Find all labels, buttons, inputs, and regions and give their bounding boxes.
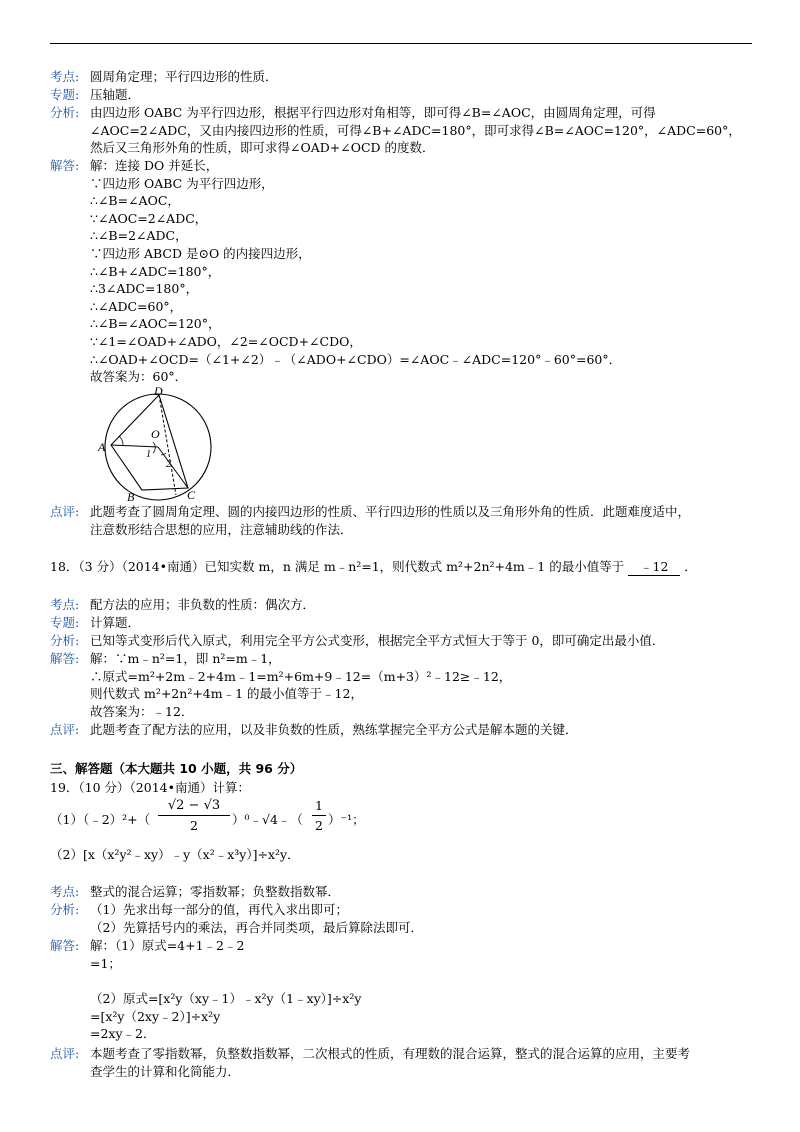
q17-fenxi-line: 由四边形 OABC 为平行四边形，根据平行四边形对角相等，即可得∠B=∠AOC，由圆周角定理，可得 bbox=[90, 105, 656, 120]
point-d-label: D bbox=[154, 385, 163, 398]
fenxi-label: 分析: bbox=[50, 633, 80, 648]
q17-kaodian: 圆周角定理；平行四边形的性质． bbox=[90, 69, 278, 84]
q19-fenxi-line: （1）先求出每一部分的值，再代入求出即可； bbox=[90, 902, 348, 917]
fenxi-label: 分析: bbox=[50, 105, 80, 120]
q18-solution bbox=[90, 650, 770, 720]
q17-solution-line: 故答案为：60°． bbox=[90, 369, 188, 385]
segment-ao bbox=[111, 445, 158, 447]
kaodian-label: 考点: bbox=[50, 69, 80, 84]
segment-oc bbox=[158, 447, 188, 488]
header-rule bbox=[50, 43, 752, 44]
q19-kaodian: 整式的混合运算；零指数幂；负整数指数幂． bbox=[90, 884, 341, 899]
q17-fenxi-line: 然后又三角形外角的性质，即可求得∠OAD+∠OCD 的度数． bbox=[90, 140, 435, 156]
zhuanti-label: 专题: bbox=[50, 87, 80, 102]
angle-1-arc bbox=[153, 442, 155, 453]
point-a-label: A bbox=[98, 440, 106, 454]
q17-solution-line: ∵∠AOC=2∠ADC， bbox=[90, 210, 208, 226]
q17-dianping-line: 注意数形结合思想的应用，注意辅助线的作法． bbox=[90, 521, 353, 537]
q19-part1-middle: ）⁰﹣√4﹣（ bbox=[232, 812, 303, 827]
q19-dianping-line: 查学生的计算和化简能力． bbox=[90, 1063, 241, 1079]
q18-solution-line: 则代数式 m²+2n²+4m﹣1 的最小值等于﹣12， bbox=[90, 686, 363, 702]
q17-dianping-line: 此题考查了圆周角定理、圆的内接四边形的性质、平行四边形的性质以及三角形外角的性质．此题难度适中， bbox=[90, 504, 691, 519]
q17-solution-line: ∵∠1=∠OAD+∠ADO，∠2=∠OCD+∠CDO， bbox=[90, 333, 362, 349]
zhuanti-label: 专题: bbox=[50, 615, 80, 630]
q19-fraction-denominator: 2 bbox=[190, 818, 198, 833]
q19-fraction-numerator: √2 − √3 bbox=[158, 797, 230, 816]
q19-half-denominator: 2 bbox=[315, 818, 323, 833]
q17-solution-line: ∵四边形 OABC 为平行四边形， bbox=[90, 175, 274, 191]
angle-1-label: 1 bbox=[146, 449, 151, 460]
q19-stem: 19．（10 分）（2014•南通）计算： bbox=[50, 780, 250, 795]
section3-heading: 三、解答题（本大题共 10 小题，共 96 分） bbox=[50, 761, 303, 776]
q19-solution-line: =2xy﹣2． bbox=[90, 1026, 156, 1042]
q19-fenxi-line: （2）先算括号内的乘法，再合并同类项，最后算除法即可． bbox=[90, 919, 423, 935]
q17-solution-line: ∴3∠ADC=180°， bbox=[90, 281, 199, 297]
q19-dianping-line: 本题考查了零指数幂，负整数指数幂，二次根式的性质，有理数的混合运算，整式的混合运算的应用，主要考 bbox=[90, 1046, 691, 1061]
q19-solution-line: （2）原式=[x²y（xy﹣1）﹣x²y（1﹣xy）]÷x²y bbox=[90, 991, 362, 1006]
q18-stem bbox=[50, 558, 697, 576]
q17-fenxi-line: ∠AOC=2∠ADC，又由内接四边形的性质，可得∠B+∠ADC=180°，即可求得∠B=∠AOC=120°，∠ADC=60°， bbox=[90, 122, 741, 138]
q17-solution-line: ∴∠B=2∠ADC， bbox=[90, 228, 188, 244]
q19-solution-line: =1； bbox=[90, 955, 121, 971]
kaodian-label: 考点: bbox=[50, 884, 80, 899]
q17-solution-line: ∴∠B=∠AOC， bbox=[90, 193, 180, 209]
point-o-label: O bbox=[151, 427, 160, 441]
q17-solution bbox=[90, 157, 770, 386]
q18-solution-line: 故答案为：﹣12． bbox=[90, 703, 194, 719]
q17-solution-line: ∵四边形 ABCD 是⊙O 的内接四边形， bbox=[90, 245, 311, 261]
q19-part2: （2）[x（x²y²﹣xy）﹣y（x²﹣x³y）]÷x²y． bbox=[50, 847, 300, 862]
dianping-label: 点评: bbox=[50, 722, 80, 737]
kaodian-label: 考点: bbox=[50, 597, 80, 612]
q18-fenxi: 已知等式变形后代入原式，利用完全平方公式变形，根据完全平方式恒大于等于 0，即可确定出最小值． bbox=[90, 633, 665, 648]
fenxi-label: 分析: bbox=[50, 902, 80, 917]
q18-stem-text: 18．（3 分）（2014•南通）已知实数 m，n 满足 m﹣n²=1，则代数式 m²+2n²+4m﹣1 的最小值等于 bbox=[50, 559, 625, 574]
q19-part1-prefix: （1）（﹣2）²+（ bbox=[50, 812, 151, 827]
jieda-label: 解答: bbox=[50, 158, 80, 173]
q17-solution-line: ∴∠B+∠ADC=180°， bbox=[90, 263, 221, 279]
q19-solution-part1 bbox=[90, 937, 770, 972]
dianping-label: 点评: bbox=[50, 504, 80, 519]
q18-answer-blank: ﹣12 bbox=[628, 558, 680, 576]
q17-solution-line: ∴∠ADC=60°， bbox=[90, 298, 183, 314]
point-c-label: C bbox=[187, 488, 196, 502]
q17-zhuanti: 压轴题． bbox=[90, 87, 141, 102]
q17-solution-line: ∴∠OAD+∠OCD=（∠1+∠2）﹣（∠ADO+∠CDO）=∠AOC﹣∠ADC=120°﹣60°=60°． bbox=[90, 351, 622, 367]
q17-solution-line: ∴∠B=∠AOC=120°， bbox=[90, 316, 221, 332]
q19-solution-line: =[x²y（2xy﹣2）]÷x²y bbox=[90, 1008, 221, 1024]
q18-solution-line: ∴原式=m²+2m﹣2+4m﹣1=m²+6m+9﹣12=（m+3）²﹣12≥﹣12， bbox=[90, 668, 512, 684]
q19-half-numerator: 1 bbox=[312, 797, 326, 816]
q18-stem-end: ． bbox=[684, 559, 697, 574]
q19-solution-line: 解：（1）原式=4+1﹣2﹣2 bbox=[90, 938, 245, 953]
segment-do-extended bbox=[159, 395, 176, 495]
q17-solution-line: 解：连接 DO 并延长， bbox=[90, 158, 219, 173]
jieda-label: 解答: bbox=[50, 938, 80, 953]
angle-a-arc bbox=[119, 436, 123, 445]
q18-dianping: 此题考查了配方法的应用，以及非负数的性质，熟练掌握完全平方公式是解本题的关键． bbox=[90, 722, 578, 737]
dianping-label: 点评: bbox=[50, 1046, 80, 1061]
q18-kaodian: 配方法的应用；非负数的性质：偶次方． bbox=[90, 597, 316, 612]
q19-part1-suffix: ）⁻¹； bbox=[328, 812, 365, 827]
jieda-label: 解答: bbox=[50, 651, 80, 666]
angle-2-label: 2 bbox=[166, 459, 171, 470]
point-b-label: B bbox=[127, 490, 135, 503]
q18-solution-line: 解：∵m﹣n²=1，即 n²=m﹣1， bbox=[90, 651, 281, 666]
circle-figure bbox=[95, 385, 225, 503]
q18-zhuanti: 计算题． bbox=[90, 615, 141, 630]
q19-solution-part2 bbox=[90, 990, 770, 1043]
